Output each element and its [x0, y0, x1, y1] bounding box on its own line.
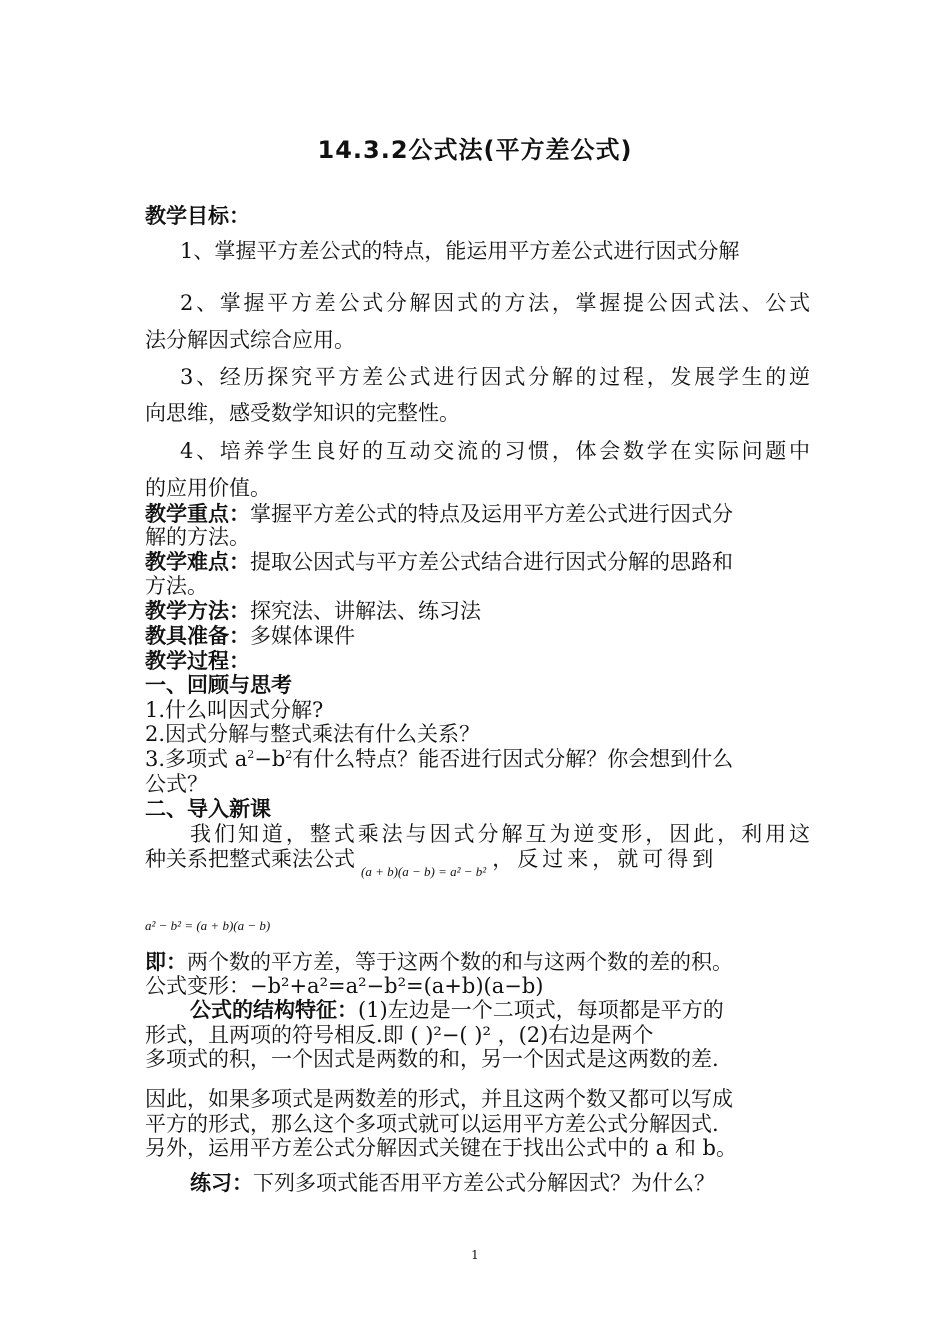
goal-4-line-1: 4、培养学生良好的互动交流的习惯，体会数学在实际问题中 [180, 439, 810, 463]
question-1: 1.什么叫因式分解? [145, 698, 324, 722]
tools-label: 教具准备： [145, 624, 250, 648]
structure-label: 公式的结构特征： [190, 998, 358, 1022]
process-label: 教学过程： [145, 649, 250, 673]
page-title: 14.3.2公式法(平方差公式) [317, 136, 633, 164]
intro-text-b: ，反过来，就可得到 [492, 847, 718, 871]
tools-line [145, 623, 810, 649]
page-number: 1 [471, 1248, 479, 1262]
formula-variant: 公式变形：−b²+a²=a²−b²=(a+b)(a−b) [145, 974, 544, 998]
definition-line [145, 949, 810, 975]
question-3-line-2: 公式？ [145, 772, 208, 796]
q3-text-c: 有什么特点？能否进行因式分解？你会想到什么 [292, 747, 734, 771]
definition-label: 即： [145, 950, 187, 974]
practice-text: 下列多项式能否用平方差公式分解因式？为什么？ [253, 1171, 715, 1195]
structure-line-1 [190, 997, 810, 1023]
formula-product: (a + b)(a − b) = a² − b² [361, 864, 487, 879]
key-point-text: 掌握平方差公式的特点及运用平方差公式进行因式分 [250, 502, 733, 526]
section-2-heading: 二、导入新课 [145, 797, 271, 821]
q3-text-b: −b [254, 747, 286, 771]
difficulty-line-2: 方法。 [145, 574, 208, 598]
q3-sup-2: 2 [285, 748, 293, 761]
difficulty-label: 教学难点： [145, 550, 250, 574]
intro-line-1: 我们知道，整式乘法与因式分解互为逆变形，因此，利用这 [190, 822, 810, 846]
goal-2-line-2: 法分解因式综合应用。 [145, 328, 355, 352]
goal-3-line-1: 3、经历探究平方差公式进行因式分解的过程，发展学生的逆 [180, 365, 810, 389]
intro-text-a: 种关系把整式乘法公式 [145, 847, 355, 871]
goals-heading: 教学目标： [145, 204, 250, 228]
method-line [145, 598, 810, 624]
goal-2-line-1: 2、掌握平方差公式分解因式的方法，掌握提公因式法、公式 [180, 291, 810, 315]
key-point-line-2: 解的方法。 [145, 525, 250, 549]
method-label: 教学方法： [145, 599, 250, 623]
question-2: 2.因式分解与整式乘法有什么关系？ [145, 722, 481, 746]
question-3-line-1 [145, 746, 810, 772]
paragraph-line-2: 平方的形式，那么这个多项式就可以运用平方差公式分解因式. [145, 1112, 719, 1136]
goal-1: 1、掌握平方差公式的特点，能运用平方差公式进行因式分解 [180, 239, 740, 263]
q3-text-a: 3.多项式 a [145, 747, 248, 771]
goal-3-line-2: 向思维，感受数学知识的完整性。 [145, 401, 460, 425]
difficulty-line-1 [145, 549, 810, 575]
practice-line [190, 1170, 810, 1196]
formula-factor: a² − b² = (a + b)(a − b) [145, 918, 271, 933]
structure-text: (1)左边是一个二项式，每项都是平方的 [358, 998, 724, 1022]
key-point-label: 教学重点： [145, 502, 250, 526]
q3-sup-1: 2 [247, 748, 255, 761]
method-text: 探究法、讲解法、练习法 [250, 599, 481, 623]
tools-text: 多媒体课件 [250, 624, 355, 648]
definition-text: 两个数的平方差，等于这两个数的和与这两个数的差的积。 [187, 950, 733, 974]
goal-4-line-2: 的应用价值。 [145, 476, 271, 500]
paragraph-line-1: 因此，如果多项式是两数差的形式，并且这两个数又都可以写成 [145, 1087, 733, 1111]
difficulty-text: 提取公因式与平方差公式结合进行因式分解的思路和 [250, 550, 733, 574]
section-1-heading: 一、回顾与思考 [145, 673, 292, 697]
intro-line-2 [145, 846, 810, 879]
practice-label: 练习： [190, 1171, 253, 1195]
paragraph-line-3: 另外，运用平方差公式分解因式关键在于找出公式中的 a 和 b。 [145, 1136, 737, 1160]
structure-line-3: 多项式的积，一个因式是两数的和，另一个因式是这两数的差. [145, 1047, 719, 1071]
structure-line-2: 形式，且两项的符号相反.即 ( )²−( )² ，(2)右边是两个 [145, 1023, 654, 1047]
